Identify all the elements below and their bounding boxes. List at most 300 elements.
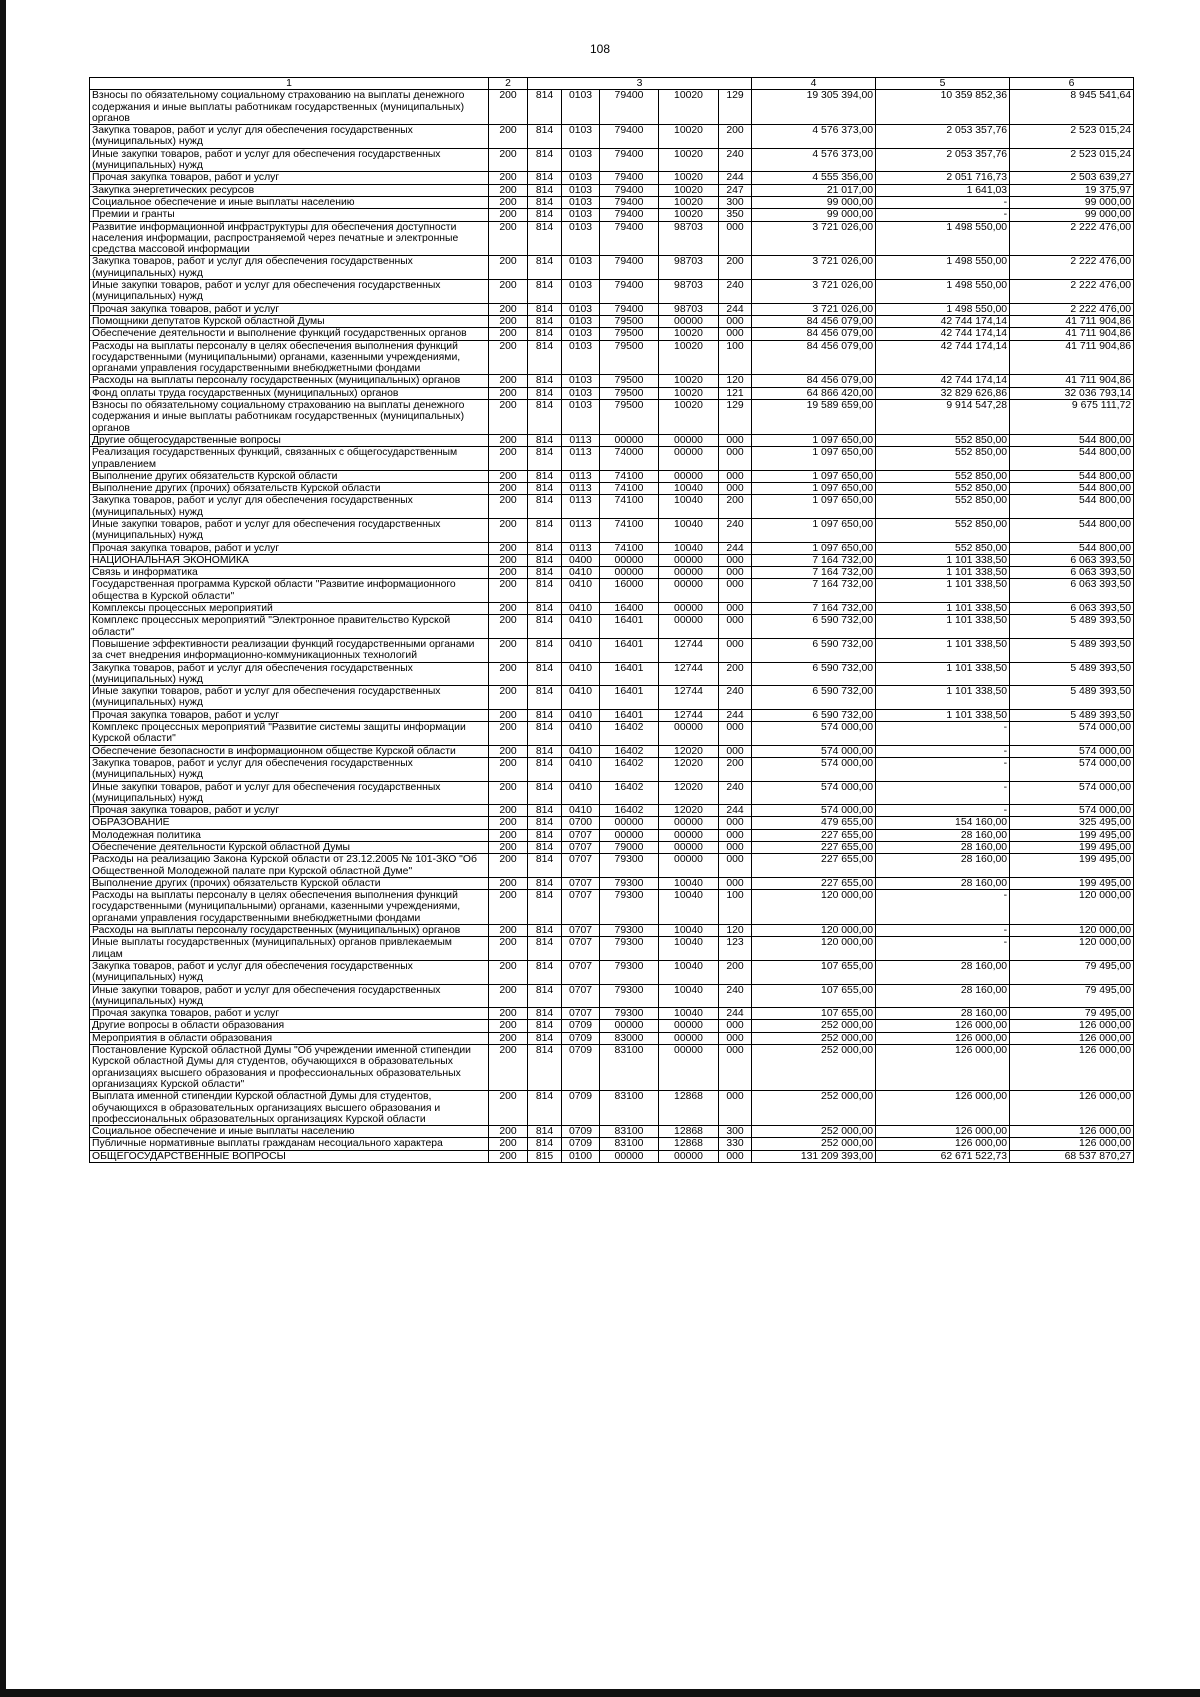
code-expense-type: 200 — [719, 960, 752, 984]
amount-executed: 552 850,00 — [876, 518, 1010, 542]
code-expense-type: 120 — [719, 925, 752, 937]
amount-plan: 252 000,00 — [752, 1045, 876, 1091]
code-expense-type: 244 — [719, 805, 752, 817]
code-expense-type: 300 — [719, 196, 752, 208]
row-name: Взносы по обязательному социальному страхованию на выплаты денежного содержания и иные выплаты работникам государственных (муниципальных) органов — [90, 400, 489, 435]
table-row — [90, 854, 1134, 878]
code-program: 79300 — [600, 877, 659, 889]
code-section: 0113 — [562, 483, 600, 495]
code-vedomstvo: 814 — [528, 709, 562, 721]
code-program: 00000 — [600, 829, 659, 841]
code-expense-type: 240 — [719, 984, 752, 1008]
code-direction: 10040 — [659, 495, 719, 519]
code-program: 79400 — [600, 280, 659, 304]
amount-executed: 2 053 357,76 — [876, 148, 1010, 172]
code-direction: 10020 — [659, 125, 719, 149]
code-program: 79500 — [600, 375, 659, 387]
amount-plan: 252 000,00 — [752, 1091, 876, 1126]
amount-executed: 42 744 174,14 — [876, 375, 1010, 387]
code-expense-type: 000 — [719, 554, 752, 566]
row-name: Социальное обеспечение и иные выплаты населению — [90, 196, 489, 208]
amount-executed: 32 829 626,86 — [876, 387, 1010, 399]
table-row — [90, 209, 1134, 221]
table-row — [90, 196, 1134, 208]
scan-edge-left — [0, 0, 6, 1697]
code-program: 79500 — [600, 340, 659, 375]
amount-remaining: 5 489 393,50 — [1010, 638, 1134, 662]
row-name: Комплексы процессных мероприятий — [90, 603, 489, 615]
code-glava: 200 — [489, 1008, 528, 1020]
code-glava: 200 — [489, 877, 528, 889]
row-name: Связь и информатика — [90, 567, 489, 579]
code-section: 0707 — [562, 854, 600, 878]
code-glava: 200 — [489, 483, 528, 495]
code-vedomstvo: 814 — [528, 209, 562, 221]
amount-executed: - — [876, 890, 1010, 925]
code-glava: 200 — [489, 328, 528, 340]
amount-remaining: 41 711 904,86 — [1010, 340, 1134, 375]
code-section: 0410 — [562, 579, 600, 603]
scan-edge-bottom — [0, 1689, 1200, 1697]
code-direction: 10040 — [659, 925, 719, 937]
table-row — [90, 805, 1134, 817]
amount-executed: 1 101 338,50 — [876, 615, 1010, 639]
amount-plan: 120 000,00 — [752, 890, 876, 925]
code-vedomstvo: 814 — [528, 495, 562, 519]
code-glava: 200 — [489, 1045, 528, 1091]
code-direction: 12744 — [659, 686, 719, 710]
amount-executed: 126 000,00 — [876, 1138, 1010, 1150]
code-section: 0103 — [562, 256, 600, 280]
amount-remaining: 544 800,00 — [1010, 542, 1134, 554]
amount-plan: 84 456 079,00 — [752, 340, 876, 375]
amount-executed: 1 498 550,00 — [876, 256, 1010, 280]
code-expense-type: 240 — [719, 148, 752, 172]
amount-remaining: 5 489 393,50 — [1010, 709, 1134, 721]
code-glava: 200 — [489, 172, 528, 184]
code-expense-type: 200 — [719, 256, 752, 280]
code-glava: 200 — [489, 709, 528, 721]
amount-remaining: 2 222 476,00 — [1010, 221, 1134, 256]
code-vedomstvo: 814 — [528, 542, 562, 554]
amount-remaining: 120 000,00 — [1010, 937, 1134, 961]
table-row — [90, 483, 1134, 495]
table-row — [90, 567, 1134, 579]
code-expense-type: 000 — [719, 854, 752, 878]
code-vedomstvo: 814 — [528, 554, 562, 566]
code-glava: 200 — [489, 400, 528, 435]
code-glava: 200 — [489, 890, 528, 925]
row-name: Иные закупки товаров, работ и услуг для обеспечения государственных (муниципальных) нужд — [90, 148, 489, 172]
code-glava: 200 — [489, 1150, 528, 1162]
code-direction: 10020 — [659, 328, 719, 340]
table-row — [90, 1032, 1134, 1044]
amount-remaining: 199 495,00 — [1010, 829, 1134, 841]
amount-plan: 252 000,00 — [752, 1020, 876, 1032]
row-name: Другие вопросы в области образования — [90, 1020, 489, 1032]
code-program: 79500 — [600, 400, 659, 435]
table-row — [90, 579, 1134, 603]
row-name: Комплекс процессных мероприятий "Электронное правительство Курской области" — [90, 615, 489, 639]
row-name: Развитие информационной инфраструктуры для обеспечения доступности населения информации, распространяемой через печатные и электронные средства массовой информации — [90, 221, 489, 256]
row-name: Молодежная политика — [90, 829, 489, 841]
code-section: 0103 — [562, 125, 600, 149]
amount-plan: 1 097 650,00 — [752, 447, 876, 471]
amount-executed: 28 160,00 — [876, 829, 1010, 841]
code-direction: 10020 — [659, 387, 719, 399]
code-program: 79400 — [600, 125, 659, 149]
amount-executed: 1 101 338,50 — [876, 686, 1010, 710]
row-name: Премии и гранты — [90, 209, 489, 221]
amount-executed: 552 850,00 — [876, 542, 1010, 554]
amount-plan: 3 721 026,00 — [752, 280, 876, 304]
amount-executed: - — [876, 925, 1010, 937]
amount-executed: 1 101 338,50 — [876, 603, 1010, 615]
amount-plan: 574 000,00 — [752, 757, 876, 781]
table-row — [90, 615, 1134, 639]
code-expense-type: 200 — [719, 495, 752, 519]
amount-executed: - — [876, 745, 1010, 757]
code-vedomstvo: 814 — [528, 745, 562, 757]
code-section: 0410 — [562, 662, 600, 686]
amount-executed: 1 498 550,00 — [876, 280, 1010, 304]
code-section: 0707 — [562, 960, 600, 984]
amount-remaining: 126 000,00 — [1010, 1091, 1134, 1126]
code-expense-type: 000 — [719, 483, 752, 495]
code-glava: 200 — [489, 375, 528, 387]
table-row — [90, 400, 1134, 435]
amount-plan: 1 097 650,00 — [752, 518, 876, 542]
code-glava: 200 — [489, 196, 528, 208]
amount-remaining: 19 375,97 — [1010, 184, 1134, 196]
row-name: Иные закупки товаров, работ и услуг для обеспечения государственных (муниципальных) нужд — [90, 280, 489, 304]
amount-remaining: 574 000,00 — [1010, 757, 1134, 781]
amount-executed: 552 850,00 — [876, 470, 1010, 482]
code-glava: 200 — [489, 854, 528, 878]
code-glava: 200 — [489, 434, 528, 446]
row-name: Закупка товаров, работ и услуг для обеспечения государственных (муниципальных) нужд — [90, 960, 489, 984]
code-expense-type: 121 — [719, 387, 752, 399]
amount-remaining: 2 523 015,24 — [1010, 148, 1134, 172]
amount-remaining: 2 222 476,00 — [1010, 303, 1134, 315]
table-row — [90, 315, 1134, 327]
amount-plan: 107 655,00 — [752, 984, 876, 1008]
code-vedomstvo: 814 — [528, 483, 562, 495]
amount-executed: 552 850,00 — [876, 495, 1010, 519]
code-vedomstvo: 814 — [528, 90, 562, 125]
code-vedomstvo: 814 — [528, 638, 562, 662]
header-col-2: 2 — [489, 78, 528, 90]
code-vedomstvo: 814 — [528, 470, 562, 482]
code-direction: 98703 — [659, 303, 719, 315]
code-program: 79300 — [600, 925, 659, 937]
header-col-1: 1 — [90, 78, 489, 90]
code-section: 0410 — [562, 757, 600, 781]
amount-remaining: 5 489 393,50 — [1010, 662, 1134, 686]
row-name: Расходы на реализацию Закона Курской области от 23.12.2005 № 101-ЗКО "Об Общественной Молодежной палате при Курской областной Думе" — [90, 854, 489, 878]
amount-remaining: 9 675 111,72 — [1010, 400, 1134, 435]
amount-plan: 7 164 732,00 — [752, 603, 876, 615]
row-name: Прочая закупка товаров, работ и услуг — [90, 303, 489, 315]
code-direction: 10040 — [659, 984, 719, 1008]
amount-plan: 6 590 732,00 — [752, 638, 876, 662]
code-glava: 200 — [489, 470, 528, 482]
code-direction: 00000 — [659, 1032, 719, 1044]
code-direction: 00000 — [659, 579, 719, 603]
code-program: 16402 — [600, 745, 659, 757]
code-expense-type: 129 — [719, 90, 752, 125]
amount-executed: - — [876, 937, 1010, 961]
code-expense-type: 000 — [719, 567, 752, 579]
amount-remaining: 99 000,00 — [1010, 209, 1134, 221]
code-program: 79300 — [600, 960, 659, 984]
code-section: 0103 — [562, 196, 600, 208]
row-name: Выполнение других обязательств Курской области — [90, 470, 489, 482]
code-section: 0103 — [562, 184, 600, 196]
amount-executed: 42 744 174,14 — [876, 328, 1010, 340]
amount-executed: - — [876, 805, 1010, 817]
table-row — [90, 542, 1134, 554]
code-vedomstvo: 814 — [528, 280, 562, 304]
code-glava: 200 — [489, 937, 528, 961]
code-program: 79400 — [600, 221, 659, 256]
code-program: 74100 — [600, 495, 659, 519]
code-program: 79400 — [600, 172, 659, 184]
code-expense-type: 120 — [719, 375, 752, 387]
code-program: 16402 — [600, 722, 659, 746]
code-expense-type: 000 — [719, 1150, 752, 1162]
row-name: Иные закупки товаров, работ и услуг для обеспечения государственных (муниципальных) нужд — [90, 686, 489, 710]
amount-executed: 1 101 338,50 — [876, 567, 1010, 579]
amount-plan: 7 164 732,00 — [752, 579, 876, 603]
code-expense-type: 100 — [719, 890, 752, 925]
amount-remaining: 574 000,00 — [1010, 745, 1134, 757]
code-program: 79500 — [600, 387, 659, 399]
row-name: Прочая закупка товаров, работ и услуг — [90, 542, 489, 554]
row-name: Закупка товаров, работ и услуг для обеспечения государственных (муниципальных) нужд — [90, 495, 489, 519]
code-direction: 10040 — [659, 960, 719, 984]
amount-plan: 574 000,00 — [752, 805, 876, 817]
table-row — [90, 387, 1134, 399]
code-section: 0410 — [562, 745, 600, 757]
amount-plan: 227 655,00 — [752, 842, 876, 854]
code-vedomstvo: 814 — [528, 960, 562, 984]
code-glava: 200 — [489, 638, 528, 662]
code-section: 0103 — [562, 172, 600, 184]
code-glava: 200 — [489, 603, 528, 615]
code-vedomstvo: 814 — [528, 434, 562, 446]
code-vedomstvo: 814 — [528, 615, 562, 639]
amount-plan: 252 000,00 — [752, 1138, 876, 1150]
code-vedomstvo: 814 — [528, 854, 562, 878]
code-glava: 200 — [489, 662, 528, 686]
code-direction: 10020 — [659, 172, 719, 184]
code-expense-type: 129 — [719, 400, 752, 435]
row-name: Публичные нормативные выплаты гражданам несоциального характера — [90, 1138, 489, 1150]
code-section: 0410 — [562, 805, 600, 817]
code-glava: 200 — [489, 542, 528, 554]
amount-remaining: 544 800,00 — [1010, 518, 1134, 542]
code-direction: 10020 — [659, 340, 719, 375]
code-program: 83100 — [600, 1091, 659, 1126]
code-program: 16000 — [600, 579, 659, 603]
code-vedomstvo: 814 — [528, 184, 562, 196]
code-glava: 200 — [489, 1091, 528, 1126]
row-name: Расходы на выплаты персоналу в целях обеспечения выполнения функций государственными (муниципальными) органами, казенными учреждениями, органами управления государственными внебюджетными фондами — [90, 890, 489, 925]
amount-plan: 227 655,00 — [752, 854, 876, 878]
code-vedomstvo: 814 — [528, 817, 562, 829]
code-section: 0113 — [562, 518, 600, 542]
table-row — [90, 90, 1134, 125]
amount-executed: 62 671 522,73 — [876, 1150, 1010, 1162]
table-row — [90, 960, 1134, 984]
code-expense-type: 240 — [719, 781, 752, 805]
amount-remaining: 2 523 015,24 — [1010, 125, 1134, 149]
code-direction: 00000 — [659, 1020, 719, 1032]
code-expense-type: 000 — [719, 1020, 752, 1032]
amount-plan: 227 655,00 — [752, 829, 876, 841]
amount-remaining: 120 000,00 — [1010, 890, 1134, 925]
amount-executed: 10 359 852,36 — [876, 90, 1010, 125]
code-program: 74100 — [600, 518, 659, 542]
code-section: 0707 — [562, 890, 600, 925]
code-vedomstvo: 814 — [528, 890, 562, 925]
code-expense-type: 330 — [719, 1138, 752, 1150]
code-section: 0113 — [562, 447, 600, 471]
amount-plan: 1 097 650,00 — [752, 434, 876, 446]
code-vedomstvo: 814 — [528, 375, 562, 387]
code-expense-type: 200 — [719, 662, 752, 686]
amount-remaining: 79 495,00 — [1010, 960, 1134, 984]
table-row — [90, 148, 1134, 172]
amount-executed: - — [876, 757, 1010, 781]
amount-remaining: 544 800,00 — [1010, 434, 1134, 446]
code-glava: 200 — [489, 960, 528, 984]
code-expense-type: 000 — [719, 745, 752, 757]
code-expense-type: 300 — [719, 1126, 752, 1138]
code-section: 0113 — [562, 470, 600, 482]
amount-plan: 84 456 079,00 — [752, 328, 876, 340]
row-name: ОБРАЗОВАНИЕ — [90, 817, 489, 829]
row-name: Иные закупки товаров, работ и услуг для обеспечения государственных (муниципальных) нужд — [90, 518, 489, 542]
code-direction: 10020 — [659, 184, 719, 196]
amount-remaining: 126 000,00 — [1010, 1020, 1134, 1032]
amount-executed: 126 000,00 — [876, 1032, 1010, 1044]
amount-remaining: 574 000,00 — [1010, 781, 1134, 805]
code-vedomstvo: 814 — [528, 603, 562, 615]
code-direction: 00000 — [659, 447, 719, 471]
amount-remaining: 126 000,00 — [1010, 1138, 1134, 1150]
amount-plan: 7 164 732,00 — [752, 567, 876, 579]
code-section: 0113 — [562, 542, 600, 554]
amount-executed: 28 160,00 — [876, 854, 1010, 878]
table-row — [90, 172, 1134, 184]
code-direction: 12744 — [659, 662, 719, 686]
table-row — [90, 984, 1134, 1008]
code-direction: 12020 — [659, 805, 719, 817]
code-glava: 200 — [489, 315, 528, 327]
code-direction: 98703 — [659, 280, 719, 304]
row-name: Закупка товаров, работ и услуг для обеспечения государственных (муниципальных) нужд — [90, 125, 489, 149]
code-program: 16402 — [600, 805, 659, 817]
code-direction: 00000 — [659, 615, 719, 639]
code-program: 00000 — [600, 554, 659, 566]
row-name: Обеспечение деятельности и выполнение функций государственных органов — [90, 328, 489, 340]
code-direction: 10040 — [659, 937, 719, 961]
code-program: 83100 — [600, 1138, 659, 1150]
table-row — [90, 638, 1134, 662]
amount-executed: 126 000,00 — [876, 1126, 1010, 1138]
amount-executed: 1 498 550,00 — [876, 303, 1010, 315]
amount-executed: 154 160,00 — [876, 817, 1010, 829]
code-section: 0410 — [562, 722, 600, 746]
code-expense-type: 000 — [719, 722, 752, 746]
code-section: 0709 — [562, 1138, 600, 1150]
code-section: 0707 — [562, 1008, 600, 1020]
table-row — [90, 890, 1134, 925]
code-program: 00000 — [600, 567, 659, 579]
amount-executed: 126 000,00 — [876, 1045, 1010, 1091]
amount-executed: 126 000,00 — [876, 1020, 1010, 1032]
row-name: Государственная программа Курской области "Развитие информационного общества в Курской области" — [90, 579, 489, 603]
amount-executed: 1 101 338,50 — [876, 554, 1010, 566]
amount-plan: 131 209 393,00 — [752, 1150, 876, 1162]
code-expense-type: 000 — [719, 615, 752, 639]
code-glava: 200 — [489, 495, 528, 519]
amount-executed: 42 744 174,14 — [876, 315, 1010, 327]
code-expense-type: 240 — [719, 686, 752, 710]
code-expense-type: 000 — [719, 328, 752, 340]
amount-remaining: 544 800,00 — [1010, 495, 1134, 519]
code-vedomstvo: 814 — [528, 196, 562, 208]
code-program: 74100 — [600, 542, 659, 554]
code-program: 16401 — [600, 686, 659, 710]
amount-plan: 99 000,00 — [752, 196, 876, 208]
table-row — [90, 1020, 1134, 1032]
amount-executed: 9 914 547,28 — [876, 400, 1010, 435]
code-direction: 12744 — [659, 709, 719, 721]
table-row — [90, 303, 1134, 315]
code-section: 0103 — [562, 90, 600, 125]
code-expense-type: 000 — [719, 603, 752, 615]
amount-plan: 19 305 394,00 — [752, 90, 876, 125]
amount-remaining: 6 063 393,50 — [1010, 567, 1134, 579]
code-section: 0103 — [562, 387, 600, 399]
header-col-3: 3 — [528, 78, 752, 90]
code-program: 16401 — [600, 662, 659, 686]
code-glava: 200 — [489, 90, 528, 125]
code-glava: 200 — [489, 280, 528, 304]
code-section: 0103 — [562, 340, 600, 375]
code-direction: 00000 — [659, 1045, 719, 1091]
amount-remaining: 199 495,00 — [1010, 842, 1134, 854]
amount-plan: 1 097 650,00 — [752, 470, 876, 482]
code-section: 0100 — [562, 1150, 600, 1162]
code-program: 74100 — [600, 483, 659, 495]
code-section: 0103 — [562, 209, 600, 221]
code-vedomstvo: 814 — [528, 328, 562, 340]
code-expense-type: 000 — [719, 579, 752, 603]
code-program: 79300 — [600, 937, 659, 961]
code-direction: 10040 — [659, 877, 719, 889]
code-direction: 00000 — [659, 470, 719, 482]
code-program: 83100 — [600, 1045, 659, 1091]
code-program: 79400 — [600, 196, 659, 208]
code-glava: 200 — [489, 745, 528, 757]
table-row — [90, 781, 1134, 805]
row-name: Другие общегосударственные вопросы — [90, 434, 489, 446]
amount-executed: 1 101 338,50 — [876, 662, 1010, 686]
